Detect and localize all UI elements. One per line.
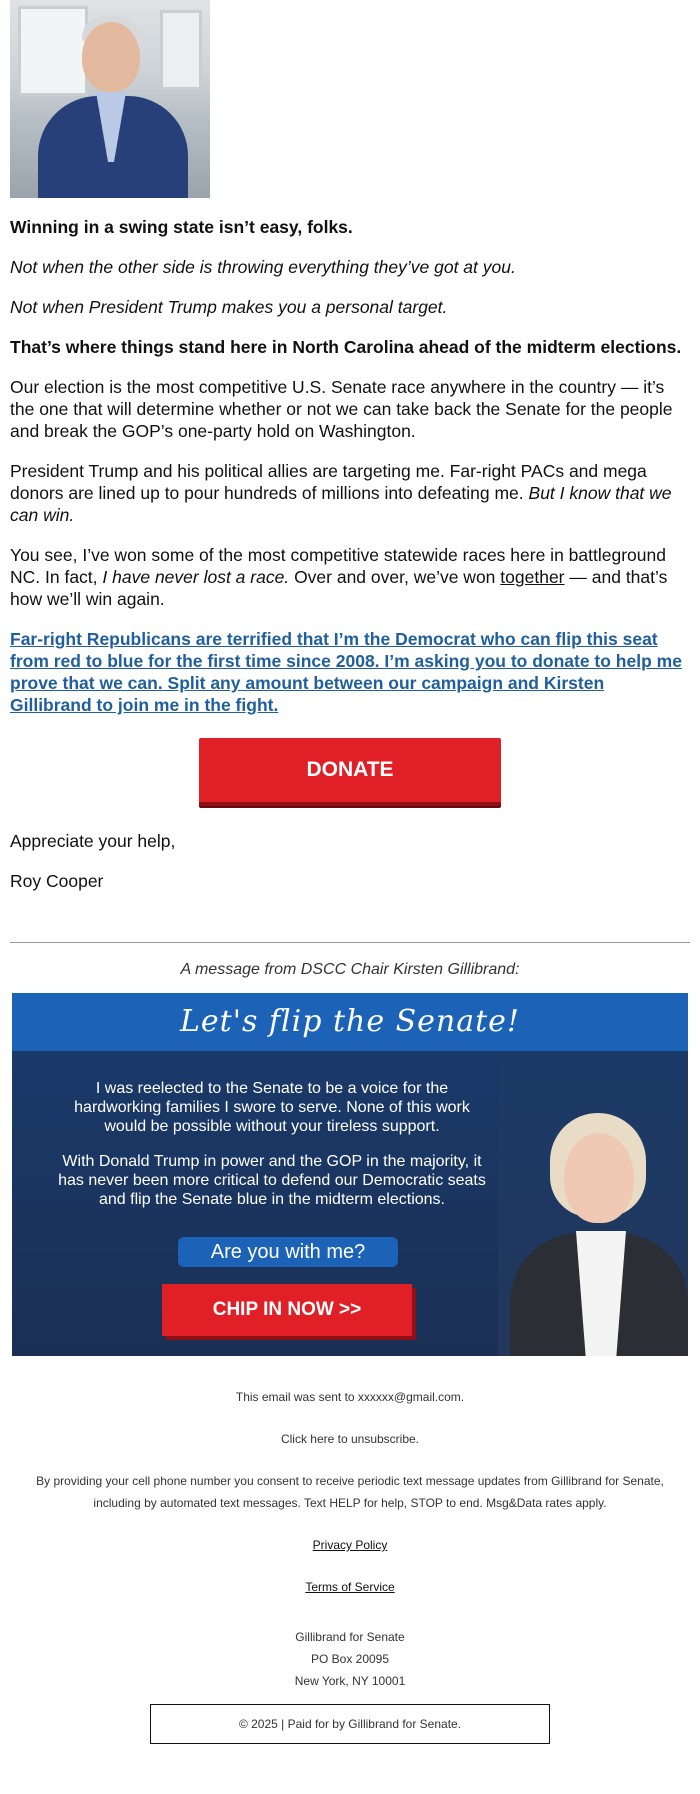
signoff: Appreciate your help, — [10, 831, 176, 851]
paragraph-competitive-race: Our election is the most competitive U.S. Senate race anywhere in the country — it’s the one that will determine whether or not we can take back the Senate for the people and break the GOP’s one-party hold on Washington. — [10, 377, 673, 441]
never-lost-text-c: Over and over, we’ve won — [294, 567, 496, 587]
dscc-intro: A message from DSCC Chair Kirsten Gillibrand: — [180, 961, 520, 978]
paragraph-targeting-italic: But I know that we can win. — [10, 483, 672, 525]
bold-paragraph-nc: That’s where things stand here in North Carolina ahead of the midterm elections. — [10, 337, 682, 357]
photo-window-background — [18, 6, 88, 96]
footer-po-box: PO Box 20095 — [310, 1652, 390, 1666]
banner-header — [12, 993, 688, 1051]
footer-org: Gillibrand for Senate — [295, 1630, 405, 1644]
banner-script-title: Let's flip the Senate! — [180, 1004, 520, 1039]
headline-paragraph: Winning in a swing state isn’t easy, folks. — [10, 217, 353, 237]
italic-paragraph-1: Not when the other side is throwing everything they’ve got at you. — [10, 257, 516, 277]
terms-of-service-link[interactable]: Terms of Service — [305, 1580, 395, 1594]
never-lost-italic: I have never lost a race. — [102, 567, 290, 587]
signature: Roy Cooper — [10, 871, 104, 891]
banner-text — [52, 1079, 492, 1209]
italic-paragraph-2: Not when President Trump makes you a personal target. — [10, 297, 448, 317]
sent-to-text: This email was sent to xxxxxx@gmail.com. — [235, 1390, 465, 1404]
chip-in-button[interactable]: CHIP IN NOW >> — [162, 1284, 412, 1336]
photo-face — [82, 22, 140, 92]
sms-consent-text: By providing your cell phone number you consent to receive periodic text message updates from Gillibrand for Senate, including by automated text messages. Text HELP for help, STOP to end. Msg&Data rates apply. — [36, 1474, 664, 1510]
privacy-policy-link[interactable]: Privacy Policy — [312, 1538, 388, 1552]
unsubscribe-link[interactable]: Click here to unsubscribe. — [280, 1432, 420, 1446]
banner-body-text-2: With Donald Trump in power and the GOP in the majority, it has never been more critical to defend our Democratic seats and flip the Senate blue in the midterm elections. — [58, 1153, 486, 1208]
email-footer — [10, 1386, 690, 1744]
are-you-with-me-pill: Are you with me? — [178, 1237, 398, 1267]
never-lost-text-a: You see, I’ve won some of the most competitive statewide races here in battleground NC. In fact, — [10, 545, 666, 587]
footer-city: New York, NY 10001 — [294, 1674, 406, 1688]
donate-button[interactable]: DONATE — [199, 738, 501, 806]
never-lost-text-e: — and that’s how we’ll win again. — [10, 567, 668, 609]
gillibrand-portrait — [498, 1051, 688, 1356]
section-divider — [10, 942, 690, 943]
paragraph-never-lost — [10, 544, 690, 610]
banner-body-text-1: I was reelected to the Senate to be a voice for the hardworking families I swore to serve. None of this work would be possible without your tireless support. — [74, 1080, 470, 1135]
hero-photo-roy-cooper — [10, 0, 210, 198]
paragraph-targeting — [10, 460, 690, 526]
donate-button-wrap — [10, 738, 690, 806]
photo-window-background-right — [160, 10, 202, 90]
dscc-banner[interactable] — [12, 993, 688, 1356]
portrait-face — [564, 1133, 634, 1223]
paragraph-targeting-text: President Trump and his political allies are targeting me. Far-right PACs and mega donors are lined up to pour hundreds of millions into defeating me. — [10, 461, 647, 503]
donate-text-link[interactable]: Far-right Republicans are terrified that I’m the Democrat who can flip this seat from red to blue for the first time since 2008. I’m asking you to donate to help me prove that we can. Split any amount between our campaign and Kirsten Gillibrand to join me in the fight. — [10, 629, 682, 715]
cta-paragraph — [10, 628, 690, 716]
never-lost-underline: together — [500, 567, 565, 587]
paid-for-box: © 2025 | Paid for by Gillibrand for Senate. — [150, 1704, 550, 1744]
